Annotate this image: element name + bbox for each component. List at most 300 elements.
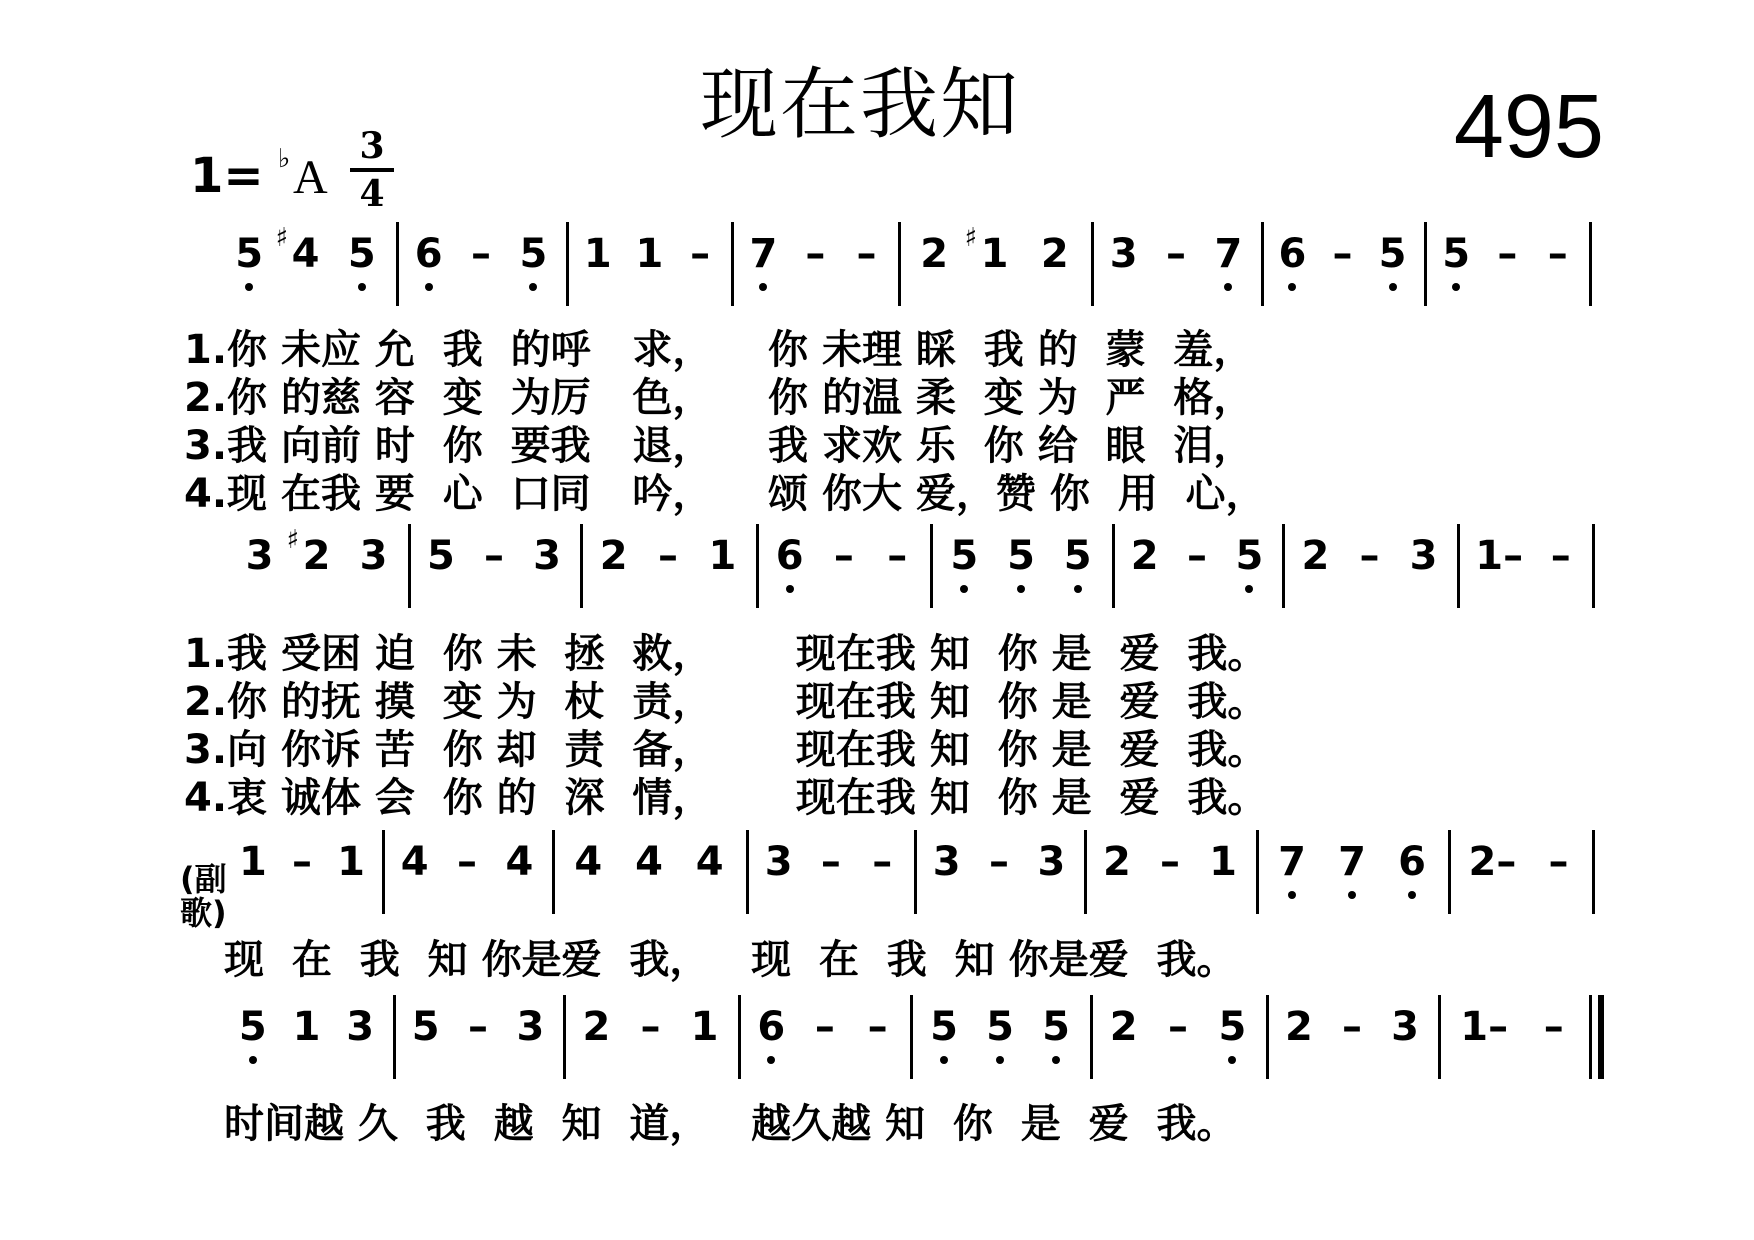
note-value: 1: [292, 1004, 321, 1050]
note-value: 5: [238, 1004, 267, 1050]
note: [765, 839, 793, 885]
note: [583, 1004, 611, 1050]
note-value: 4: [505, 839, 534, 885]
staff-system: [0, 524, 1754, 608]
note-value: 5: [1007, 533, 1035, 579]
bar-line: [738, 995, 741, 1079]
note: [584, 231, 612, 277]
note: [986, 1004, 1014, 1050]
flat-icon: ♭: [278, 144, 291, 174]
measure: [1430, 222, 1583, 286]
note-value: –: [989, 839, 1009, 885]
low-octave-dot: [1288, 891, 1296, 899]
low-octave-dot: [940, 1056, 948, 1064]
note-value: 5: [519, 231, 548, 277]
note: [275, 223, 320, 277]
bar-line: [914, 830, 917, 914]
verse-b-line-4: 4.衷 诚体 会 你 的 深 情， 现在我 知 你 是 爱 我。: [184, 775, 1268, 821]
note-value: 2: [1040, 231, 1069, 277]
sharp-icon: ♯: [275, 223, 289, 253]
bar-line: [756, 524, 759, 608]
note-value: 4: [291, 231, 320, 277]
verse-b-line-2: 2.你 的抚 摸 变 为 杖 责， 现在我 知 你 是 爱 我。: [184, 679, 1268, 725]
note-value: –: [640, 1004, 661, 1050]
staff-system: [0, 830, 1754, 914]
dash-note: [454, 839, 480, 885]
note: [1235, 533, 1263, 579]
note-value: –: [1547, 231, 1568, 277]
note-value: 5: [1235, 533, 1264, 579]
key-note: A: [293, 151, 328, 204]
dash-note: [812, 1004, 838, 1050]
note: [1042, 1004, 1070, 1050]
staff-system: [0, 995, 1754, 1079]
note: [286, 525, 331, 579]
verse-a-line-2: 2.你 的慈 容 变 为厉 色， 你 的温 柔 变 为 严 格，: [184, 375, 1254, 421]
note-value: 5: [1378, 231, 1407, 277]
note: [708, 533, 736, 579]
bar-line: [1266, 995, 1269, 1079]
dash-note: [853, 231, 879, 277]
note-value: –: [833, 533, 854, 579]
measure: [744, 995, 904, 1059]
dash-note: [1545, 231, 1571, 277]
note: [1279, 231, 1307, 277]
chorus-label: (副歌): [180, 860, 227, 932]
note: [401, 839, 429, 885]
note-value: –: [1497, 231, 1518, 277]
low-octave-dot: [759, 283, 767, 291]
note-value: –: [1543, 1004, 1564, 1050]
note-value: 3: [932, 839, 961, 885]
bar-line: [1091, 222, 1094, 306]
note-value: 2: [1285, 1004, 1313, 1050]
measure: [737, 222, 892, 286]
note: [1041, 231, 1069, 277]
note-value: 2–: [1468, 839, 1517, 885]
note-value: 4: [400, 839, 429, 885]
note: [1037, 839, 1065, 885]
dash-note: [1548, 533, 1574, 579]
bar-line: [930, 524, 933, 608]
note-value: 1: [708, 533, 737, 579]
low-octave-dot: [1245, 585, 1253, 593]
note: [427, 533, 455, 579]
bar-line: [1261, 222, 1264, 306]
low-octave-dot: [1074, 585, 1082, 593]
note: [360, 533, 388, 579]
note-value: 6: [775, 533, 804, 579]
verse-a-line-4: 4.现 在我 要 心 口同 吟， 颂 你大 爱，赞 你 用 心，: [184, 471, 1266, 517]
bar-line: [382, 830, 385, 914]
note-value: –: [483, 533, 504, 579]
note-value: 5: [427, 533, 455, 579]
note: [1379, 231, 1407, 277]
low-octave-dot: [960, 585, 968, 593]
note-value: –: [1187, 533, 1207, 579]
measure: [936, 524, 1106, 588]
bar-line: [1592, 524, 1595, 608]
note-value: 5: [930, 1004, 958, 1050]
bar-line: [1589, 995, 1592, 1079]
note-value: 2: [1109, 1004, 1138, 1050]
low-octave-dot: [529, 283, 537, 291]
note: [635, 231, 663, 277]
note-value: 5: [1442, 231, 1471, 277]
page-title: 现在我知: [700, 60, 1021, 150]
note-value: 6: [1278, 231, 1307, 277]
dash-note: [1545, 839, 1571, 885]
measure: [231, 524, 402, 588]
dash-note: [468, 231, 494, 277]
note-value: 1: [1209, 839, 1237, 885]
note: [239, 839, 267, 885]
bar-line: [910, 995, 913, 1079]
bar-line: [1084, 830, 1087, 914]
note: [505, 839, 533, 885]
low-octave-dot: [996, 1056, 1004, 1064]
key-do: 1=: [190, 148, 264, 204]
measure: [388, 830, 546, 894]
bar-line: [731, 222, 734, 306]
dash-note: [884, 533, 910, 579]
bar-line: [396, 222, 399, 306]
dash-note: [1339, 1004, 1365, 1050]
note-value: 3: [346, 1004, 375, 1050]
note-value: –: [1341, 1004, 1362, 1050]
note: [1475, 533, 1523, 579]
bar-line: [1592, 830, 1595, 914]
measure: [221, 222, 390, 286]
note: [635, 839, 663, 885]
note-value: 5: [986, 1004, 1014, 1050]
measure: [762, 524, 924, 588]
note-value: 3: [1109, 231, 1138, 277]
measure: [1444, 995, 1583, 1059]
note-value: –: [814, 1004, 835, 1050]
note: [574, 839, 602, 885]
note-value: 5: [411, 1004, 440, 1050]
note: [516, 1004, 544, 1050]
verse-a-line-1: 1.你 未应 允 我 的呼 求， 你 未理 睬 我 的 蒙 羞，: [184, 327, 1254, 373]
note-value: –: [291, 839, 312, 885]
note: [348, 231, 376, 277]
bar-line: [1256, 830, 1259, 914]
note: [1278, 839, 1306, 885]
note-value: –: [887, 533, 908, 579]
low-octave-dot: [1389, 283, 1397, 291]
measure: [402, 222, 560, 286]
bar-line: [566, 222, 569, 306]
bar-line: [746, 830, 749, 914]
bar-line: [1589, 222, 1592, 306]
measure: [558, 830, 740, 894]
dash-note: [655, 533, 681, 579]
note-value: –: [805, 231, 826, 277]
note: [1218, 1004, 1246, 1050]
low-octave-dot: [767, 1056, 775, 1064]
sharp-icon: ♯: [286, 525, 300, 555]
note: [920, 231, 948, 277]
note: [1398, 839, 1426, 885]
note: [1391, 1004, 1419, 1050]
note: [1302, 533, 1330, 579]
dash-note: [831, 533, 857, 579]
note: [757, 1004, 785, 1050]
low-octave-dot: [245, 283, 253, 291]
low-octave-dot: [1228, 1056, 1236, 1064]
note: [964, 223, 1009, 277]
note: [1110, 1004, 1138, 1050]
note-value: 3: [1409, 533, 1438, 579]
note: [293, 1004, 321, 1050]
note: [933, 839, 961, 885]
dash-note: [1541, 1004, 1567, 1050]
measure: [572, 222, 725, 286]
note: [415, 231, 443, 277]
note-value: 1: [690, 1004, 719, 1050]
note-value: 7: [749, 231, 778, 277]
dash-note: [1329, 231, 1355, 277]
measure: [399, 995, 557, 1059]
dash-note: [1157, 839, 1183, 885]
chorus-lyric: 现 在 我 知 你是爱 我， 现 在 我 知 你是爱 我。: [224, 937, 1237, 983]
dash-note: [637, 1004, 663, 1050]
note-value: –: [658, 533, 678, 579]
time-signature-divider: [350, 168, 394, 172]
staff-system: [0, 222, 1754, 306]
bar-line: [1090, 995, 1093, 1079]
low-octave-dot: [358, 283, 366, 291]
low-octave-dot: [1408, 891, 1416, 899]
hymn-number: 495: [1453, 77, 1604, 177]
measure: [414, 524, 574, 588]
note-value: 1: [337, 839, 365, 885]
bar-line: [898, 222, 901, 306]
note: [930, 1004, 958, 1050]
measure: [1262, 830, 1442, 894]
note-value: –: [867, 1004, 888, 1050]
note-value: –: [1159, 839, 1180, 885]
time-signature: [350, 126, 394, 214]
note-value: –: [1332, 231, 1353, 277]
note-value: 3: [245, 533, 274, 579]
measure: [226, 995, 387, 1059]
note-value: 5: [235, 231, 264, 277]
note-value: 1–: [1460, 1004, 1509, 1050]
note: [1110, 231, 1138, 277]
note-value: –: [1166, 231, 1186, 277]
low-octave-dot: [425, 283, 433, 291]
note: [1285, 1004, 1313, 1050]
low-octave-dot: [249, 1056, 257, 1064]
low-octave-dot: [1224, 283, 1232, 291]
note-value: 1: [980, 231, 1009, 277]
note: [1131, 533, 1159, 579]
note-value: 3: [516, 1004, 545, 1050]
ending-lyric: 时间越 久 我 越 知 道， 越久越 知 你 是 爱 我。: [224, 1101, 1237, 1147]
low-octave-dot: [1052, 1056, 1060, 1064]
note-value: 6: [757, 1004, 786, 1050]
dash-note: [687, 231, 713, 277]
note: [1007, 533, 1035, 579]
note: [412, 1004, 440, 1050]
note-value: 2: [302, 533, 331, 579]
note-value: –: [690, 231, 711, 277]
note-value: 7: [1338, 839, 1366, 885]
note-value: –: [872, 839, 893, 885]
measure: [752, 830, 908, 894]
dash-note: [865, 1004, 891, 1050]
note-value: 2: [1301, 533, 1330, 579]
note-value: 3: [359, 533, 388, 579]
dash-note: [1163, 231, 1189, 277]
note: [1460, 1004, 1508, 1050]
measure: [1288, 524, 1451, 588]
low-octave-dot: [1288, 283, 1296, 291]
note: [1103, 839, 1131, 885]
measure: [1272, 995, 1432, 1059]
sharp-icon: ♯: [964, 223, 978, 253]
note: [533, 533, 561, 579]
bar-line: [1438, 995, 1441, 1079]
time-signature-bottom: 4: [359, 173, 385, 215]
note-value: 6: [414, 231, 443, 277]
dash-note: [802, 231, 828, 277]
note-value: –: [457, 839, 477, 885]
note: [235, 231, 263, 277]
note-value: 6: [1398, 839, 1426, 885]
dash-note: [1356, 533, 1382, 579]
low-octave-dot: [1348, 891, 1356, 899]
time-signature-top: 3: [359, 125, 385, 167]
note: [691, 1004, 719, 1050]
measure: [1463, 524, 1586, 588]
note-value: 3: [533, 533, 561, 579]
note: [1214, 231, 1242, 277]
low-octave-dot: [1452, 283, 1460, 291]
bar-line: [580, 524, 583, 608]
final-bar-line: [1598, 995, 1604, 1079]
dash-note: [818, 839, 844, 885]
note-value: 1: [635, 231, 664, 277]
note-value: 1: [583, 231, 612, 277]
low-octave-dot: [1017, 585, 1025, 593]
note-value: 4: [635, 839, 663, 885]
note-value: –: [856, 231, 877, 277]
dash-note: [1165, 1004, 1191, 1050]
bar-line: [1424, 222, 1427, 306]
measure: [228, 830, 376, 894]
note-value: 7: [1278, 839, 1306, 885]
note: [950, 533, 978, 579]
note-value: 2: [582, 1004, 611, 1050]
note-value: 3: [1391, 1004, 1419, 1050]
bar-line: [393, 995, 396, 1079]
note: [1338, 839, 1366, 885]
note-value: 3: [764, 839, 793, 885]
note: [337, 839, 365, 885]
note-value: –: [1168, 1004, 1188, 1050]
note: [346, 1004, 374, 1050]
dash-note: [465, 1004, 491, 1050]
note: [239, 1004, 267, 1050]
note-value: –: [1359, 533, 1380, 579]
measure: [904, 222, 1085, 286]
note: [1469, 839, 1517, 885]
note: [696, 839, 724, 885]
bar-line: [1282, 524, 1285, 608]
bar-line: [1457, 524, 1460, 608]
measure: [1097, 222, 1255, 286]
measure: [1454, 830, 1586, 894]
bar-line: [1448, 830, 1451, 914]
dash-note: [1184, 533, 1210, 579]
note: [776, 533, 804, 579]
bar-line: [563, 995, 566, 1079]
note: [1064, 533, 1092, 579]
bar-line: [408, 524, 411, 608]
dash-note: [1494, 231, 1520, 277]
note-value: 5: [347, 231, 376, 277]
note-value: 4: [574, 839, 603, 885]
dash-note: [986, 839, 1012, 885]
measure: [920, 830, 1078, 894]
measure: [1096, 995, 1260, 1059]
measure: [569, 995, 732, 1059]
verse-b-line-3: 3.向 你诉 苦 你 却 责 备， 现在我 知 你 是 爱 我。: [184, 727, 1268, 773]
note-value: 5: [1042, 1004, 1070, 1050]
note: [600, 533, 628, 579]
note-value: 5: [1063, 533, 1092, 579]
note-value: 4: [695, 839, 724, 885]
dash-note: [869, 839, 895, 885]
note-value: –: [468, 1004, 488, 1050]
bar-line: [1112, 524, 1115, 608]
verse-a-line-3: 3.我 向前 时 你 要我 退， 我 求欢 乐 你 给 眼 泪，: [184, 423, 1254, 469]
note-value: –: [1548, 839, 1569, 885]
note-value: 2: [920, 231, 949, 277]
note-value: 5: [1218, 1004, 1247, 1050]
note-value: 2: [1103, 839, 1131, 885]
measure: [586, 524, 750, 588]
note-value: 2: [1130, 533, 1159, 579]
note: [1442, 231, 1470, 277]
note-value: –: [1550, 533, 1571, 579]
measure: [1118, 524, 1276, 588]
note-value: 1: [239, 839, 267, 885]
note: [1410, 533, 1438, 579]
note: [1209, 839, 1237, 885]
note-value: 5: [950, 533, 979, 579]
note-value: –: [820, 839, 841, 885]
note-value: 7: [1214, 231, 1243, 277]
note-value: 3: [1037, 839, 1066, 885]
note-value: 1–: [1475, 533, 1524, 579]
low-octave-dot: [786, 585, 794, 593]
verse-b-line-1: 1.我 受困 迫 你 未 拯 救， 现在我 知 你 是 爱 我。: [184, 631, 1268, 677]
dash-note: [481, 533, 507, 579]
bar-line: [552, 830, 555, 914]
note: [519, 231, 547, 277]
measure: [916, 995, 1084, 1059]
note-value: 2: [599, 533, 628, 579]
note-value: –: [471, 231, 491, 277]
measure: [1090, 830, 1250, 894]
measure: [1267, 222, 1418, 286]
dash-note: [289, 839, 315, 885]
note: [750, 231, 778, 277]
